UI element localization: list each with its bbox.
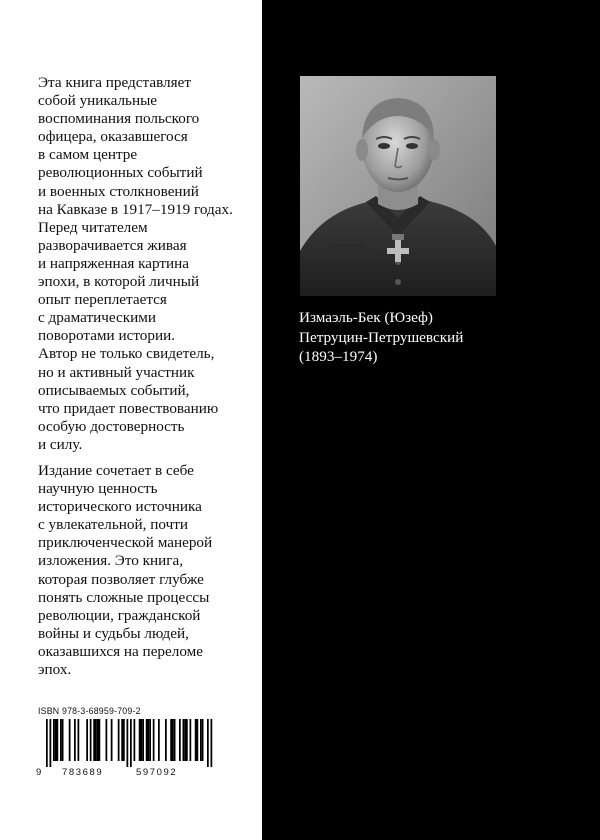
barcode-bar — [130, 719, 132, 767]
isbn-block — [36, 706, 226, 779]
barcode-bar — [200, 719, 202, 761]
annotation-paragraph-1: Эта книга представляет собой уникальные воспоминания польского офицера, оказавшегося в самом центре революционных событий и военных столкновений на Кавказе в 1917–1919 годах. Перед читателем разворачивается живая и напряженная картина эпохи, в которой личный опыт переплетается с драматическими поворотами истории. Автор не только свидетель, но и активный участник описываемых событий, что придает повествованию особую достоверность и силу. — [38, 74, 233, 453]
barcode-bar — [57, 719, 59, 761]
barcode-bar — [190, 719, 192, 761]
isbn-number: ISBN 978-3-68959-709-2 — [38, 706, 141, 716]
barcode-bar — [170, 719, 172, 761]
barcode-bar — [179, 719, 181, 761]
barcode-bar — [53, 719, 55, 761]
barcode-bar — [111, 719, 113, 761]
barcode-bar — [183, 719, 185, 761]
barcode-bar — [118, 719, 120, 761]
barcode-bar — [50, 719, 52, 767]
barcode-bar — [141, 719, 143, 761]
barcode-bar — [142, 719, 144, 761]
barcode-bar — [99, 719, 101, 761]
barcode-bar — [123, 719, 125, 761]
barcode-bar — [197, 719, 199, 761]
barcode-bar — [146, 719, 148, 761]
barcode-bar — [127, 719, 129, 767]
barcode-bar — [134, 719, 136, 761]
barcode-bar — [78, 719, 80, 761]
barcode-bar — [46, 719, 48, 767]
barcode-bar — [153, 719, 155, 761]
barcode-bar — [97, 719, 99, 761]
barcode-bar — [74, 719, 76, 761]
barcode-bar — [95, 719, 97, 761]
author-photo — [300, 76, 496, 296]
author-portrait-icon — [300, 76, 496, 296]
barcode-bar — [60, 719, 62, 761]
author-caption-line-3: (1893–1974) — [299, 348, 378, 365]
barcode-bar — [62, 719, 64, 761]
barcode-bar — [121, 719, 123, 761]
barcode-bar — [172, 719, 174, 761]
barcode-icon — [36, 719, 226, 767]
book-annotation — [38, 74, 268, 687]
barcode-bar — [55, 719, 57, 761]
barcode-right-group: 597092 — [136, 767, 178, 778]
barcode-bar — [148, 719, 150, 761]
barcode-bar — [202, 719, 204, 761]
barcode-bar — [184, 719, 186, 761]
barcode-bar — [158, 719, 160, 761]
barcode-bar — [69, 719, 71, 761]
barcode-bar — [165, 719, 167, 761]
barcode-bar — [207, 719, 209, 767]
barcode-bar — [139, 719, 141, 761]
barcode-digits — [36, 767, 226, 779]
barcode-bar — [86, 719, 88, 761]
barcode-bar — [93, 719, 95, 761]
barcode-bar — [90, 719, 92, 761]
author-caption-line-1: Измаэль-Бек (Юзеф) — [299, 309, 433, 326]
barcode-bar — [149, 719, 151, 761]
barcode-bar — [186, 719, 188, 761]
barcode-bar — [174, 719, 176, 761]
barcode-bar — [106, 719, 108, 761]
barcode-bar — [195, 719, 197, 761]
barcode-first-digit: 9 — [36, 767, 42, 778]
barcode-left-group: 783689 — [62, 767, 104, 778]
author-caption — [299, 308, 589, 367]
annotation-paragraph-2: Издание сочетает в себе научную ценность исторического источника с увлекательной, почти приключенческой манерой изложения. Это книга, которая позволяет глубже понять сложные процессы революции, гражданской войны и судьбы людей, оказавшихся на переломе эпох. — [38, 461, 213, 678]
author-caption-line-2: Петруцин-Петрушевский — [299, 328, 464, 346]
barcode-bar — [211, 719, 213, 767]
